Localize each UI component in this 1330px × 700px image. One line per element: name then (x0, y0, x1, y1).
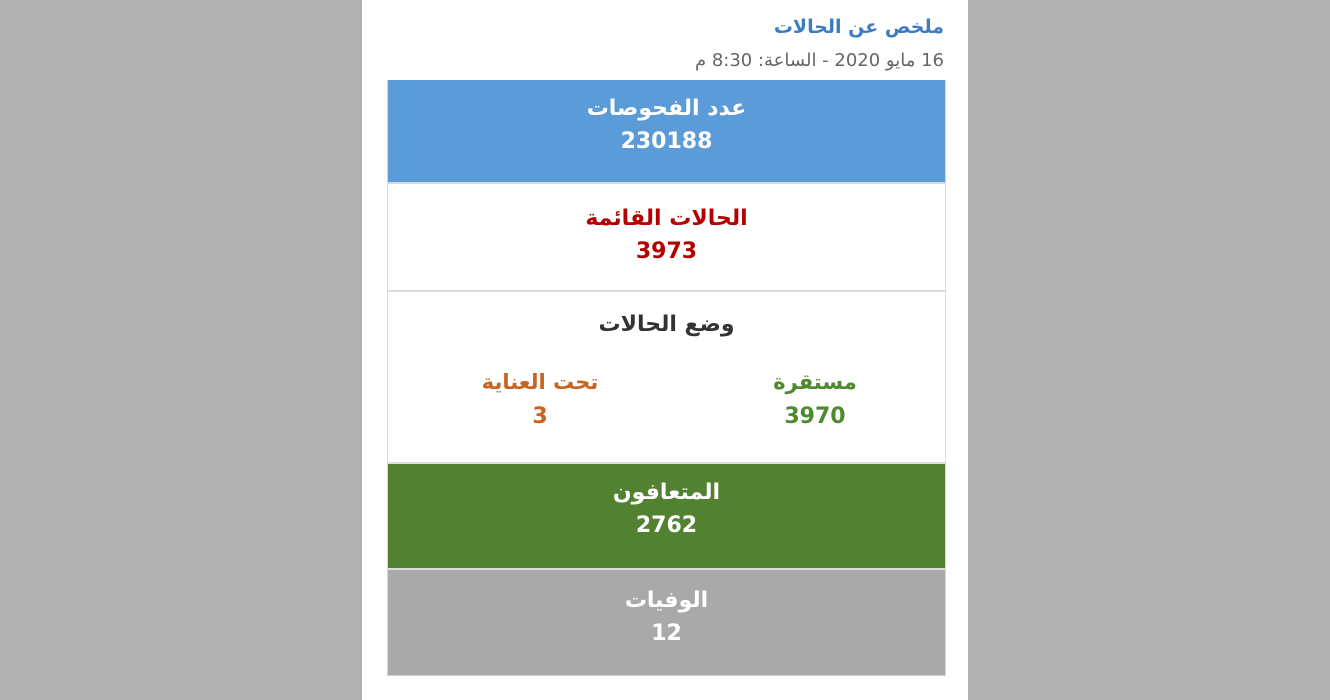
active-cases-label: الحالات القائمة (585, 206, 748, 231)
stable-cases-value: 3970 (784, 404, 846, 429)
recovered-row (388, 464, 945, 570)
summary-page (362, 0, 968, 700)
icu-cases (450, 370, 630, 429)
icu-cases-label: تحت العناية (481, 370, 599, 394)
tests-value: 230188 (620, 129, 713, 154)
deaths-row (388, 570, 945, 676)
tests-row (388, 80, 945, 184)
active-cases-row (388, 184, 945, 292)
active-cases-value: 3973 (635, 239, 698, 264)
page-title: ملخص عن الحالات (773, 16, 944, 38)
stable-cases-label: مستقرة (773, 370, 857, 394)
deaths-value: 12 (651, 621, 682, 646)
recovered-label: المتعافون (612, 480, 721, 505)
cases-status-row (388, 292, 945, 464)
tests-label: عدد الفحوصات (586, 96, 747, 121)
summary-table (387, 80, 946, 676)
deaths-label: الوفيات (624, 588, 709, 613)
cases-status-label: وضع الحالات (598, 312, 735, 337)
stable-cases (725, 370, 905, 429)
recovered-value: 2762 (635, 513, 698, 538)
icu-cases-value: 3 (532, 404, 548, 429)
update-timestamp: 16 مايو 2020 - الساعة: 8:30 م (694, 50, 944, 71)
